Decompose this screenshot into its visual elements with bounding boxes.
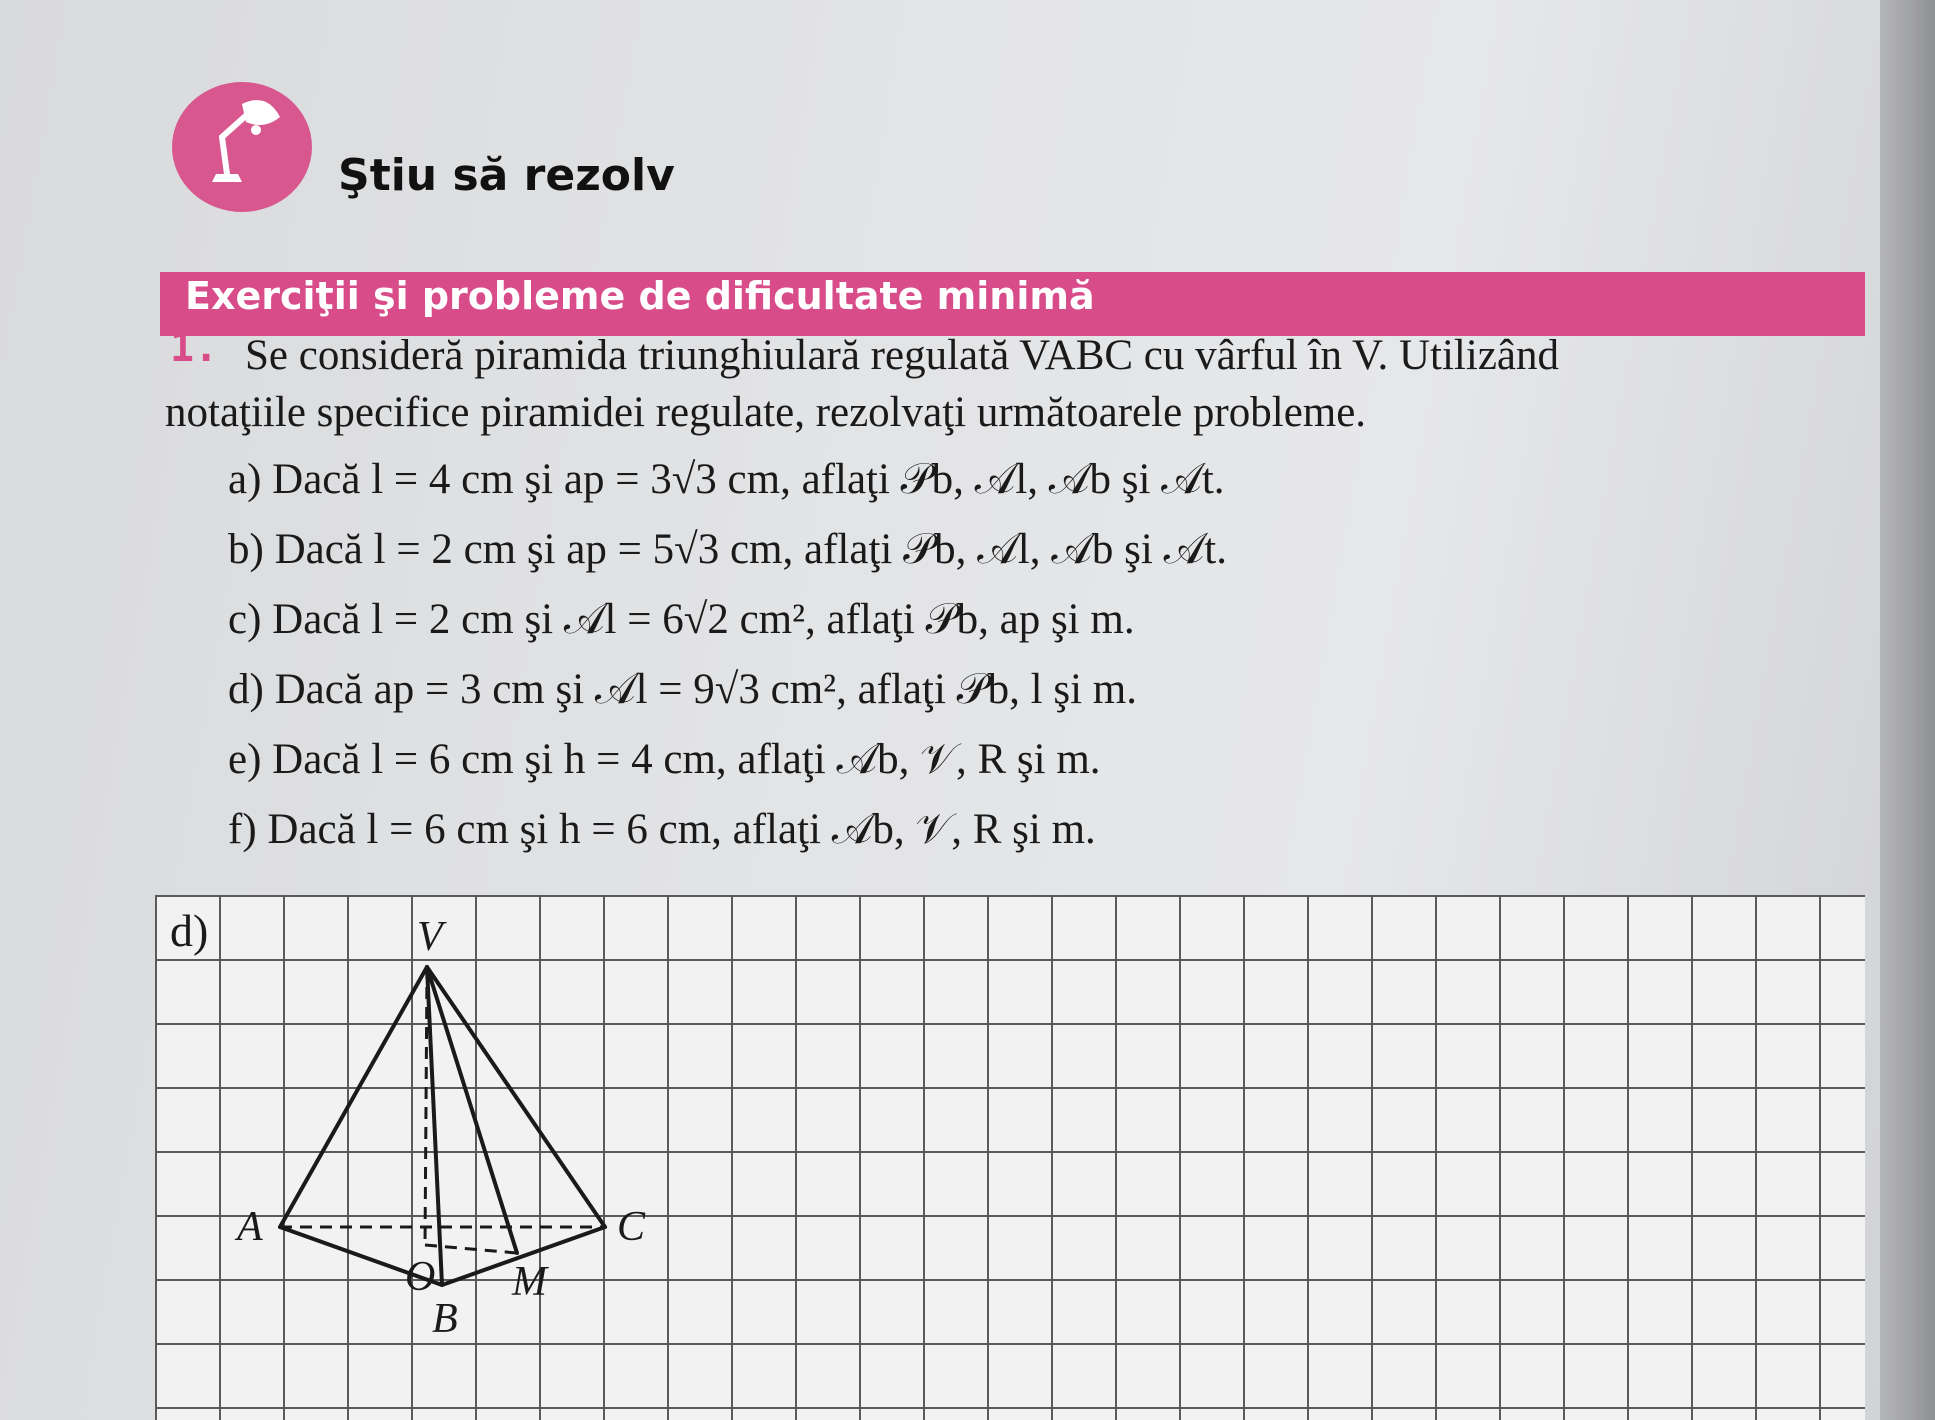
subproblem-a: a) Dacă l = 4 cm şi ap = 3√3 cm, aflaţi 𝒫b, 𝒜l, 𝒜b şi 𝒜t. — [228, 456, 1225, 503]
pyramid-figure — [155, 895, 855, 1420]
subproblem-b: b) Dacă l = 2 cm şi ap = 5√3 cm, aflaţi 𝒫b, 𝒜l, 𝒜b şi 𝒜t. — [228, 526, 1227, 573]
point-V: V — [417, 914, 443, 960]
point-C: C — [617, 1204, 646, 1250]
subproblem-d: d) Dacă ap = 3 cm şi 𝒜l = 9√3 cm², aflaţi 𝒫b, l şi m. — [228, 666, 1137, 713]
problem-statement-line2: notaţiile specifice piramidei regulate, rezolvaţi următoarele probleme. — [165, 389, 1367, 436]
subproblem-f: f) Dacă l = 6 cm şi h = 6 cm, aflaţi 𝒜b, 𝒱, R şi m. — [228, 806, 1096, 853]
edge-VC — [427, 967, 605, 1227]
point-O: O — [405, 1254, 436, 1300]
problem-number: 1. — [170, 325, 219, 371]
lamp-badge — [172, 82, 312, 212]
desk-lamp-icon — [172, 82, 312, 212]
apothem-VM — [427, 967, 517, 1253]
figure-label: d) — [166, 904, 212, 957]
subproblem-c: c) Dacă l = 2 cm şi 𝒜l = 6√2 cm², aflaţi 𝒫b, ap şi m. — [228, 596, 1135, 643]
difficulty-band-label: Exerciţii şi probleme de dificultate minimă — [185, 274, 1095, 318]
height-VO — [425, 967, 427, 1245]
problem-statement-line1: Se consideră piramida triunghiulară regulată VABC cu vârful în V. Utilizând — [245, 332, 1559, 379]
edge-VB — [427, 967, 442, 1285]
subproblem-e: e) Dacă l = 6 cm şi h = 4 cm, aflaţi 𝒜b, 𝒱, R şi m. — [228, 736, 1101, 783]
section-title: Ştiu să rezolv — [338, 150, 675, 201]
point-B: B — [432, 1296, 458, 1342]
point-A: A — [237, 1204, 263, 1250]
point-M: M — [512, 1259, 547, 1305]
page-binding-edge — [1880, 0, 1935, 1420]
edge-VA — [280, 967, 427, 1227]
